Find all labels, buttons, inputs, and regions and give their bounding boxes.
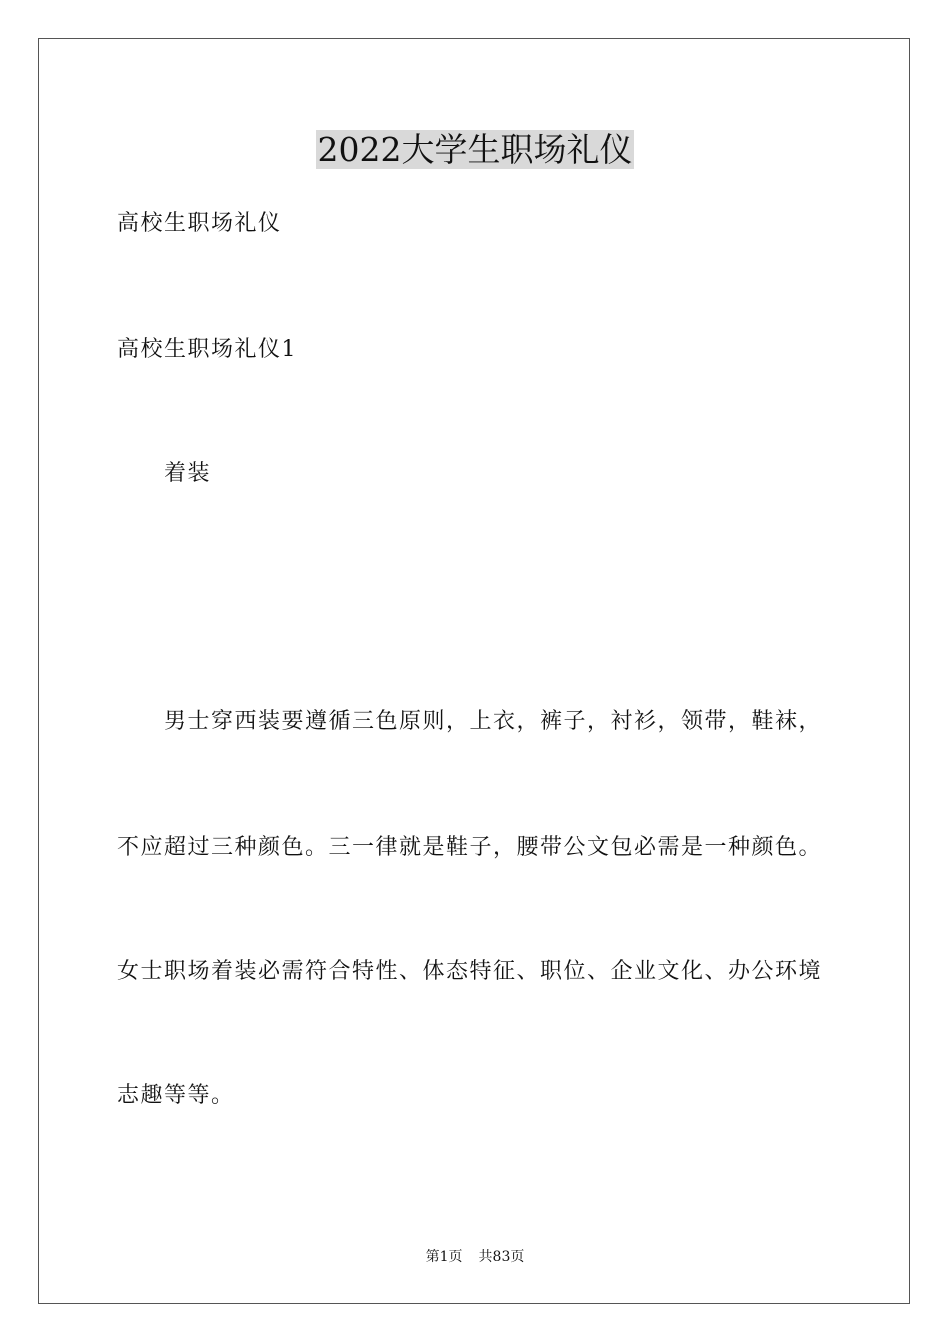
section-heading: 高校生职场礼仪1 xyxy=(117,337,297,362)
paragraph-line: 男士穿西装要遵循三色原则，上衣，裤子，衬衫，领带，鞋袜， xyxy=(164,709,823,734)
document-title-text: 2022大学生职场礼仪 xyxy=(317,130,633,169)
page-footer xyxy=(0,1248,950,1266)
subsection-heading: 着装 xyxy=(164,461,212,486)
subtitle-line: 高校生职场礼仪 xyxy=(117,211,282,236)
paragraph-line: 志趣等等。 xyxy=(117,1083,235,1108)
paragraph-line: 女士职场着装必需符合特性、体态特征、职位、企业文化、办公环境 xyxy=(117,959,823,984)
paragraph-line: 不应超过三种颜色。三一律就是鞋子，腰带公文包必需是一种颜色。 xyxy=(117,835,823,860)
document-title xyxy=(0,128,950,172)
page-total: 共83页 xyxy=(478,1249,525,1265)
page-number: 第1页 xyxy=(425,1249,463,1265)
